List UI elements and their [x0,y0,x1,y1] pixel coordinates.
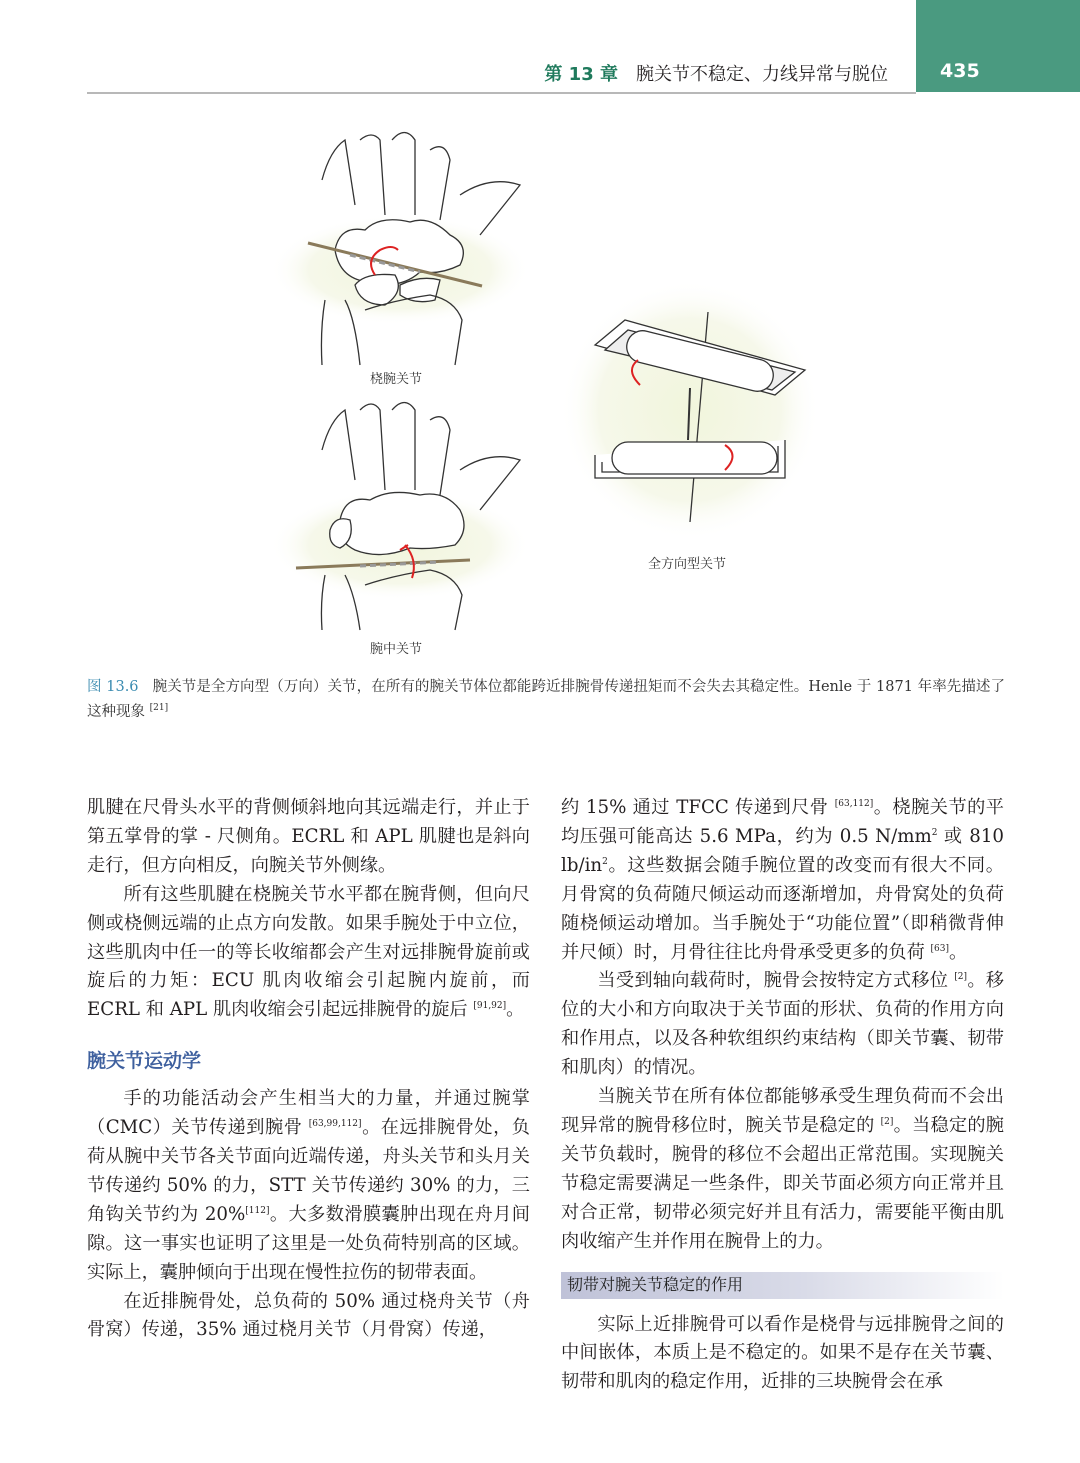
body-paragraph [87,881,530,1026]
text-run: 。大多数滑膜囊肿出现在舟月间隙。这一事实也证明了这里是一处负荷特别高的区域。实际上，囊肿倾向于出现在慢性拉伤的韧带表面。 [87,1203,530,1283]
section-heading-ligaments: 韧带对腕关节稳定的作用 [561,1272,1004,1299]
label-midcarpal: 腕中关节 [370,642,423,657]
body-paragraph [561,967,1004,1083]
body-paragraph [87,1085,530,1287]
radiocarpal-wrist-drawing [270,133,530,366]
header-rule [87,92,916,94]
citation-ref: [63] [930,943,950,954]
right-paragraphs [561,794,1004,1257]
label-radiocarpal: 桡腕关节 [370,372,423,387]
midcarpal-wrist-drawing [270,403,530,631]
chapter-title: 腕关节不稳定、力线异常与脱位 [636,64,888,85]
text-run: 当腕关节在所有体位都能够承受生理负荷而不会出现异常的腕骨移位时，腕关节是稳定的 [561,1086,1004,1136]
text-run: 。 [949,941,968,963]
body-paragraph [561,794,1004,967]
left-paragraphs-2 [87,1085,530,1345]
text-run: 或 810 lb/in [561,825,1004,876]
citation-ref: [63,112] [834,798,874,809]
text-run: 手的功能活动会产生相当大的力量，并通过腕掌（CMC）关节传递到腕骨 [87,1088,530,1139]
chapter-number: 第 13 章 [544,64,618,85]
text-run: 。在远排腕骨处，负荷从腕中关节各关节面向近端传递，舟头关节和头月关节传递约 50% 的力，STT 关节传递约 30% 的力，三角钩关节约为 20% [87,1117,530,1225]
right-column [561,794,1004,1397]
caption-ref: [21] [149,703,169,714]
citation-ref: [2] [954,972,968,983]
citation-ref: [112] [245,1205,270,1216]
text-run: 所有这些肌腱在桡腕关节水平都在腕背侧，但向尺侧或桡侧远端的止点方向发散。如果手腕处于中立位，这些肌肉中任一的等长收缩都会产生对远排腕骨旋前或旋后的力矩：ECU 肌肉收缩会引起腕内旋前，而 ECRL 和 APL 肌肉收缩会引起远排腕骨的旋后 [87,883,530,1021]
running-header [544,60,888,86]
citation-ref: 2 [931,827,938,838]
right-paragraphs-2 [561,1311,1004,1398]
section-heading-kinematics: 腕关节运动学 [87,1050,202,1073]
text-run: 在近排腕骨处，总负荷的 50% 通过桡舟关节（舟骨窝）传递，35% 通过桡月关节（月骨窝）传递， [87,1290,530,1341]
gimbal-joint-drawing [560,280,820,540]
text-run: 当受到轴向载荷时，腕骨会按特定方式移位 [597,970,955,992]
left-column [87,794,530,1345]
figure-caption [87,675,1005,725]
text-run: 约 15% 通过 TFCC 传递到尺骨 [561,797,835,818]
text-run: 。桡腕关节的平均压强可能高达 5.6 MPa，约为 0.5 N/mm [561,797,1004,847]
page-number: 435 [940,60,980,82]
body-paragraph [87,794,530,881]
citation-ref: 2 [602,856,608,867]
caption-number: 图 13.6 [87,679,139,695]
text-run: 。这些数据会随手腕位置的改变而有很大不同。月骨窝的负荷随尺倾运动而逐渐增加，舟骨窝处的负荷随桡倾运动增加。当手腕处于“功能位置”（即稍微背伸并尺倾）时，月骨往往比舟骨承受更多的负荷 [561,854,1004,963]
caption-text: 腕关节是全方向型（万向）关节，在所有的腕关节体位都能跨近排腕骨传递扭矩而不会失去其稳定性。Henle 于 1871 年率先描述了这种现象 [87,679,1005,720]
citation-ref: [91,92] [473,1001,507,1012]
citation-ref: [63,99,112] [308,1119,362,1129]
citation-ref: [2] [880,1116,894,1127]
text-run: 。移位的大小和方向取决于关节面的形状、负荷的作用方向和作用点，以及各种软组织约束结构（即关节囊、韧带和肌肉）的情况。 [561,970,1004,1079]
body-paragraph [561,1311,1004,1398]
body-paragraph [561,1083,1004,1256]
text-run: 肌腱在尺骨头水平的背侧倾斜地向其远端走行，并止于第五掌骨的掌 - 尺侧角。ECRL 和 APL 肌腱也是斜向走行，但方向相反，向腕关节外侧缘。 [87,797,530,876]
figure-illustration [0,100,1080,660]
text-run: 。当稳定的腕关节负载时，腕骨的移位不会超出正常范围。实现腕关节稳定需要满足一些条件，即关节面必须方向正常并且对合正常，韧带必须完好并且有活力，需要能平衡由肌肉收缩产生并作用在腕骨上的力。 [561,1114,1004,1252]
left-paragraphs [87,794,530,1025]
body-paragraph [87,1288,530,1346]
label-gimbal: 全方向型关节 [648,557,727,572]
text-run: 。 [506,999,525,1021]
text-run: 实际上近排腕骨可以看作是桡骨与远排腕骨之间的中间嵌体，本质上是不稳定的。如果不是存在关节囊、韧带和肌肉的稳定作用，近排的三块腕骨会在承 [561,1313,1004,1393]
